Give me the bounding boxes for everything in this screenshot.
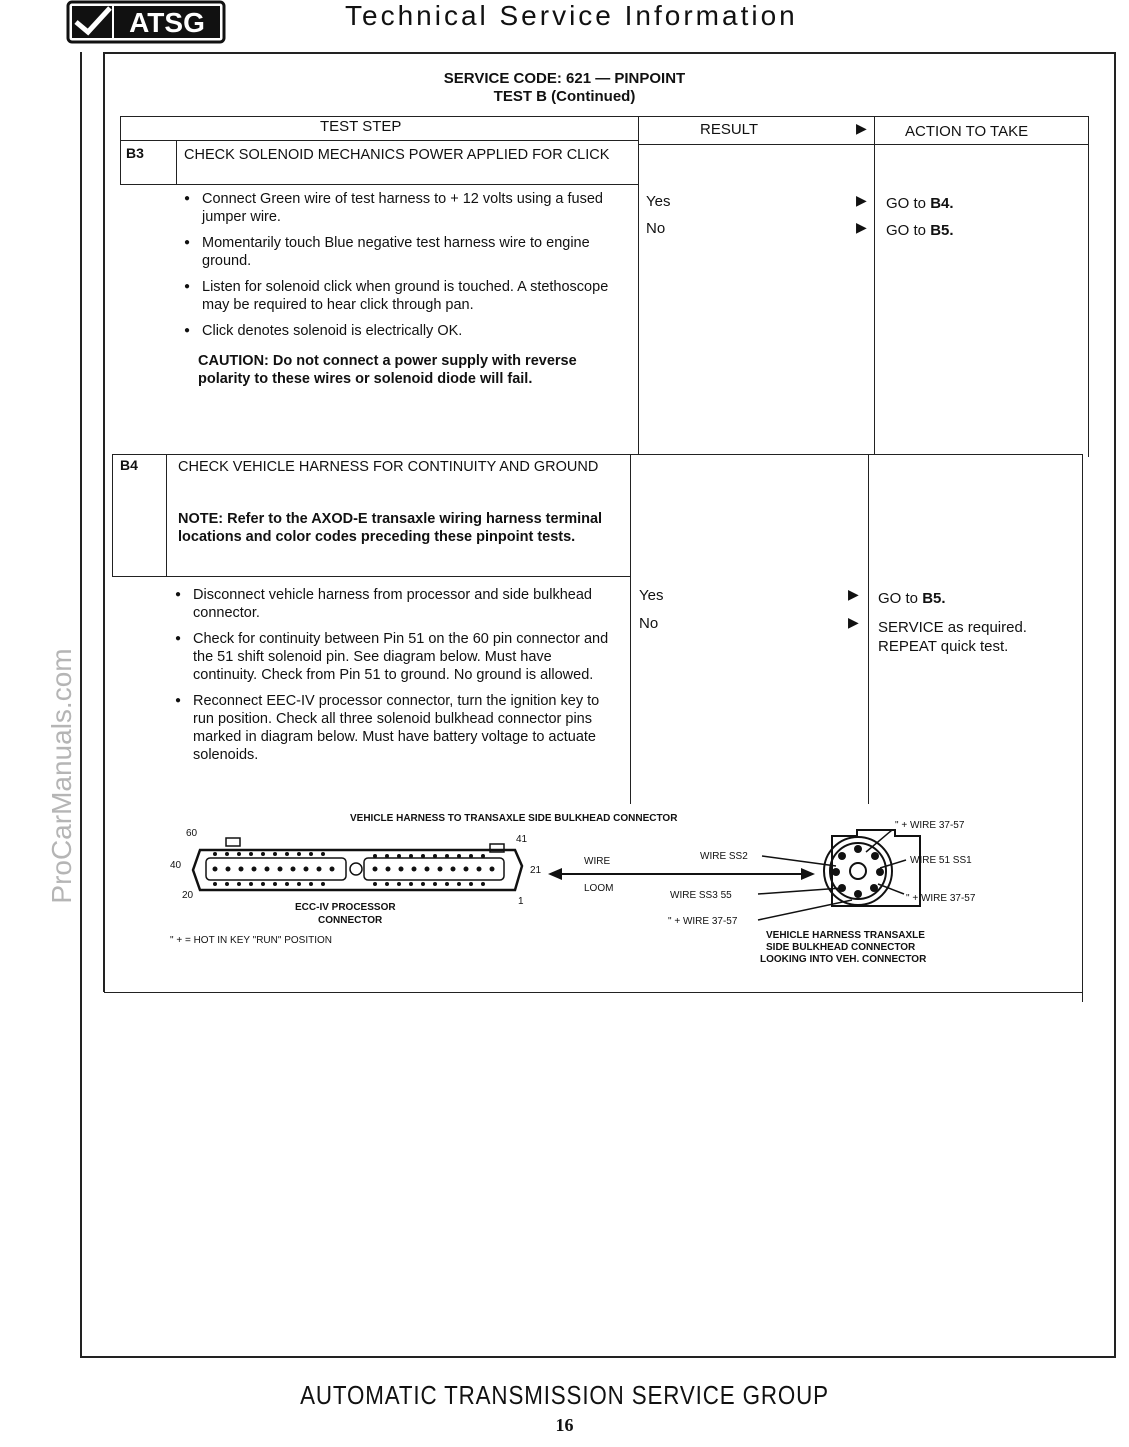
b3-bullet-1: ● Connect Green wire of test harness to + 12 volts using a fused jumper wire.	[184, 190, 614, 226]
b4-code: B4	[120, 457, 138, 473]
diagram-title: VEHICLE HARNESS TO TRANSAXLE SIDE BULKHEAD CONNECTOR	[350, 813, 678, 824]
b4-action-col-line	[868, 454, 869, 804]
atsg-logo	[66, 0, 226, 44]
b3-result-yes: Yes	[646, 193, 671, 210]
b4-code-divider	[166, 454, 167, 576]
service-code-line: SERVICE CODE: 621 — PINPOINT	[443, 70, 686, 87]
processor-label-1: ECC-IV PROCESSOR	[295, 902, 396, 913]
pin-41-label: 41	[516, 834, 528, 845]
test-b-line: TEST B (Continued)	[493, 88, 636, 105]
wire-51-label: WIRE 51 SS1	[910, 855, 972, 866]
b3-bullet-3: ● Listen for solenoid click when ground is touched. A stethoscope may be required to hear click through pan.	[184, 278, 614, 314]
wire-loom-arrow	[548, 868, 815, 880]
result-col-line	[638, 116, 639, 454]
b4-right-line	[1082, 454, 1083, 1002]
wire-ss3-label: WIRE SS3 55	[670, 890, 732, 901]
connector-diagram	[160, 806, 1020, 986]
logo-text: ATSG	[129, 7, 205, 38]
b4-top-line	[112, 454, 1082, 455]
col-action: ACTION TO TAKE	[905, 123, 1029, 140]
b4-result-yes: Yes	[639, 587, 664, 604]
hot-note: " + = HOT IN KEY "RUN" POSITION	[170, 935, 332, 946]
footer-org: AUTOMATIC TRANSMISSION SERVICE GROUP	[300, 1380, 829, 1410]
b3-steps	[184, 190, 614, 388]
b4-note: NOTE: Refer to the AXOD-E transaxle wiring harness terminal locations and color codes preceding these pinpoint tests.	[178, 511, 603, 545]
pin-21-label: 21	[530, 865, 542, 876]
b3-action-yes: GO to B4.	[886, 195, 954, 212]
b4-bullet-3: ● Reconnect EEC-IV processor connector, turn the ignition key to run position. Check all three solenoid bulkhead connector pins marked in diagram below. Must have battery voltage to actuate solenoids.	[175, 692, 615, 764]
pin-20-label: 20	[182, 890, 194, 901]
bulkhead-label-1: VEHICLE HARNESS TRANSAXLE	[766, 930, 925, 941]
action-col-line	[874, 116, 875, 454]
wire-ss2-label: WIRE SS2	[700, 851, 748, 862]
header-arrow-icon: ▶	[856, 120, 867, 136]
service-code-title	[0, 70, 1129, 106]
table-right-line	[1088, 116, 1089, 457]
b3-arrow-icon-no: ▶	[856, 219, 867, 235]
b4-title: CHECK VEHICLE HARNESS FOR CONTINUITY AND GROUND	[178, 459, 599, 475]
b3-result-no: No	[646, 220, 666, 237]
pin-1-label: 1	[518, 896, 524, 907]
wire-3757-label-top: " + WIRE 37-57	[895, 820, 965, 831]
processor-connector-shape	[193, 838, 522, 890]
b4-action-no: SERVICE as required. REPEAT quick test.	[878, 619, 1027, 655]
side-watermark: ProCarManuals.com	[46, 648, 77, 904]
wire-3757-label-bottom: " + WIRE 37-57	[668, 916, 738, 927]
table-bottom-line	[104, 992, 1082, 993]
col-result: RESULT	[700, 121, 759, 138]
b4-action-yes: GO to B5.	[878, 590, 946, 607]
bulkhead-pins	[832, 845, 884, 898]
table-top-line	[120, 116, 1088, 117]
table-left-line	[120, 116, 121, 184]
col-test-step: TEST STEP	[320, 118, 402, 135]
frame-top-line	[103, 52, 1114, 54]
b4-bullet-1: ● Disconnect vehicle harness from processor and side bulkhead connector.	[175, 586, 615, 622]
b4-left-line	[112, 454, 113, 576]
loom-label: LOOM	[584, 883, 614, 894]
wire-3757-label-right: " + WIRE 37-57	[906, 893, 976, 904]
page-number: 16	[555, 1415, 574, 1435]
frame-inner-left-line	[103, 52, 105, 992]
b4-bullet-2: ● Check for continuity between Pin 51 on the 60 pin connector and the 51 shift solenoid pin. See diagram below. Must have continuity. Check from Pin 51 to ground. No ground is allowed.	[175, 630, 615, 684]
b4-steps	[175, 586, 615, 772]
pin-60-label: 60	[186, 828, 198, 839]
b3-title-under-line	[120, 184, 638, 185]
b3-title: CHECK SOLENOID MECHANICS POWER APPLIED FOR CLICK	[184, 147, 610, 163]
header-under-line	[120, 140, 638, 141]
b3-action-no: GO to B5.	[886, 222, 954, 239]
wire-label: WIRE	[584, 856, 611, 867]
processor-label-2: CONNECTOR	[318, 915, 383, 926]
page-header-title: Technical Service Information	[345, 0, 798, 31]
bulkhead-label-2: SIDE BULKHEAD CONNECTOR	[766, 942, 916, 953]
b3-arrow-icon-yes: ▶	[856, 192, 867, 208]
header-under-line-right	[638, 144, 1088, 145]
b3-code: B3	[126, 145, 144, 161]
b3-caution: CAUTION: Do not connect a power supply with reverse polarity to these wires or solenoid diode will fail.	[198, 353, 577, 387]
b3-code-divider	[176, 140, 177, 184]
b4-title-under-line	[112, 576, 630, 577]
b3-bullet-4: ● Click denotes solenoid is electrically OK.	[184, 322, 614, 340]
bulkhead-label-3: LOOKING INTO VEH. CONNECTOR	[760, 954, 927, 965]
b4-result-col-line	[630, 454, 631, 804]
b4-result-no: No	[639, 615, 659, 632]
b4-arrow-icon-no: ▶	[848, 614, 859, 630]
b3-bullet-2: ● Momentarily touch Blue negative test harness wire to engine ground.	[184, 234, 614, 270]
pin-40-label: 40	[170, 860, 182, 871]
b4-arrow-icon-yes: ▶	[848, 586, 859, 602]
